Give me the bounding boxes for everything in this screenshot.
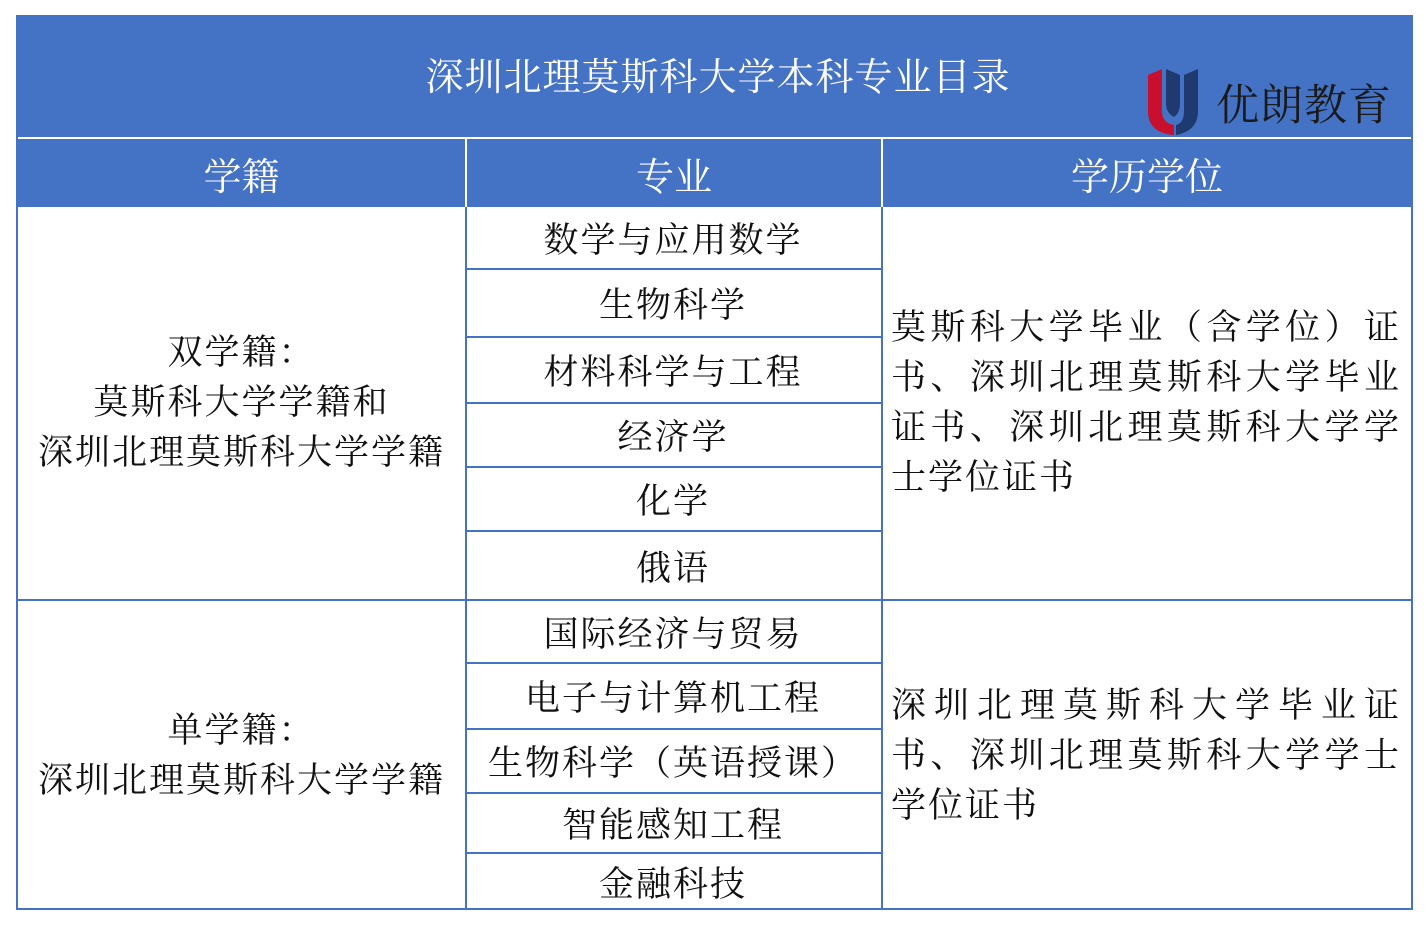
major-cell: 金融科技 [598, 865, 747, 905]
major-cell: 经济学 [617, 418, 729, 458]
title-bar [18, 17, 1411, 137]
major-cell: 生物科学 [598, 286, 747, 326]
header-divider [881, 137, 883, 207]
status-cell-single [18, 601, 465, 910]
status-line: 深圳北理莫斯科大学学籍 [37, 433, 445, 473]
youlang-logo-icon [1144, 67, 1210, 137]
logo-text: 优朗教育 [1216, 80, 1392, 131]
major-cell: 电子与计算机工程 [524, 679, 821, 719]
major-catalog-table [16, 15, 1413, 910]
header-status: 学籍 [18, 137, 465, 207]
major-cell: 俄语 [635, 548, 710, 589]
status-line: 双学籍： [167, 333, 316, 373]
status-line: 深圳北理莫斯科大学学籍 [37, 760, 445, 801]
degree-cell-dual [881, 207, 1411, 599]
major-cell: 化学 [635, 482, 710, 522]
header-divider [465, 137, 467, 207]
major-cell: 国际经济与贸易 [543, 614, 803, 655]
degree-cell-single [881, 601, 1411, 910]
header-degree: 学历学位 [883, 137, 1411, 207]
header-major: 专业 [467, 137, 881, 207]
degree-text: 深圳北理莫斯科大学毕业证书、深圳北理莫斯科大学学士学位证书 [891, 685, 1401, 826]
logo [1144, 67, 1392, 137]
status-line: 单学籍： [167, 710, 316, 751]
status-line: 莫斯科大学学籍和 [93, 383, 390, 423]
degree-text: 莫斯科大学毕业（含学位）证书、深圳北理莫斯科大学毕业证书、深圳北理莫斯科大学学士学位证书 [891, 308, 1401, 498]
major-cell: 数学与应用数学 [543, 220, 803, 261]
status-cell-dual [18, 207, 465, 599]
major-cell: 生物科学（英语授课） [487, 744, 858, 784]
page-title: 深圳北理莫斯科大学本科专业目录 [425, 55, 1011, 99]
major-cell: 材料科学与工程 [543, 353, 803, 393]
major-cell: 智能感知工程 [561, 806, 784, 846]
